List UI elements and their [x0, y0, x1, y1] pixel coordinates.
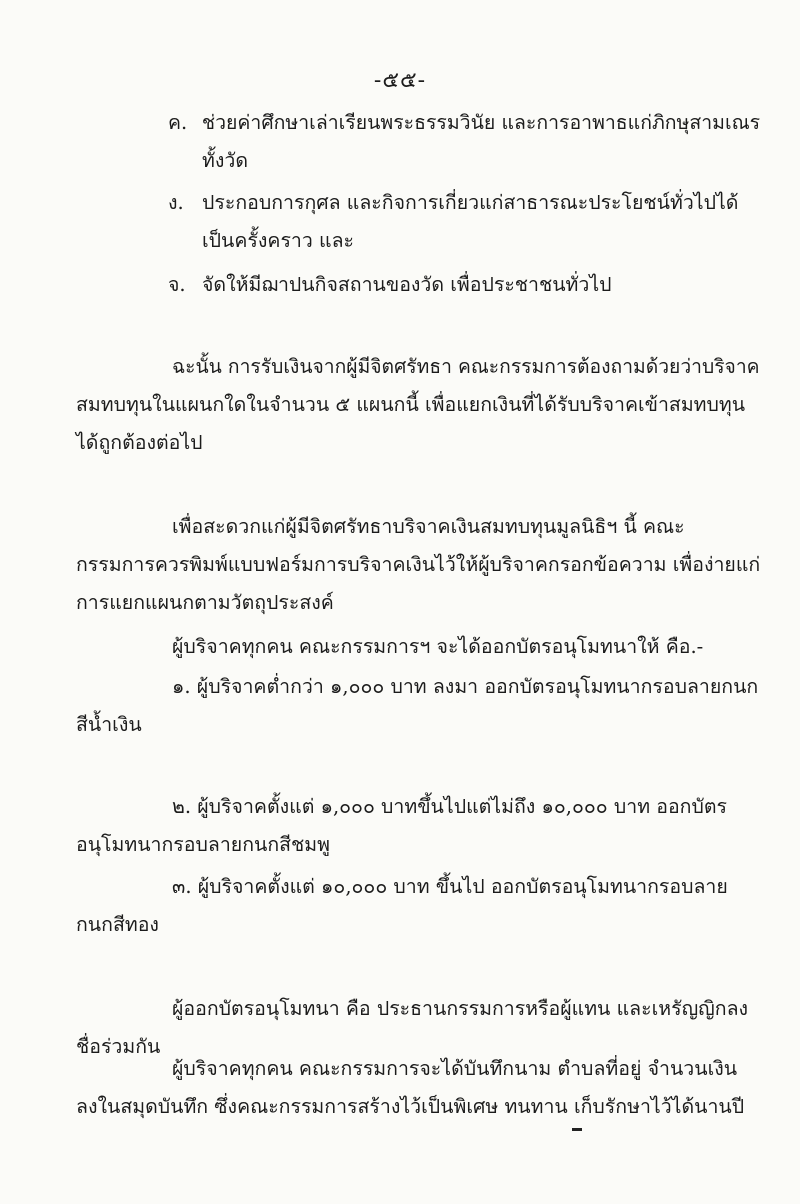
paragraph-1-line-1: ฉะนั้น การรับเงินจากผู้มีจิตศรัทธา คณะกรรมการต้องถามด้วยว่าบริจาค — [172, 355, 760, 378]
item-text: จัดให้มีฌาปนกิจสถานของวัด เพื่อประชาชนทั่วไป — [202, 273, 612, 296]
list-item-ngo-cont: เป็นครั้งคราว และ — [202, 229, 355, 252]
paragraph-5-line-2: ลงในสมุดบันทึก ซึ่งคณะกรรมการสร้างไว้เป็นพิเศษ ทนทาน เก็บรักษาไว้ได้นานปี — [76, 1095, 745, 1118]
rule-1-line-1: ๑. ผู้บริจาคต่ำกว่า ๑,๐๐๐ บาท ลงมา ออกบัตรอนุโมทนากรอบลายกนก — [172, 675, 759, 698]
item-text: ประกอบการกุศล และกิจการเกี่ยวแก่สาธารณะประโยชน์ทั่วไปได้ — [202, 191, 739, 214]
paragraph-1-line-2: สมทบทุนในแผนกใดในจำนวน ๕ แผนกนี้ เพื่อแยกเงินที่ได้รับบริจาคเข้าสมทบทุน — [76, 393, 746, 416]
rule-1-line-2: สีน้ำเงิน — [76, 713, 142, 736]
rule-3-line-2: กนกสีทอง — [76, 913, 159, 936]
paragraph-2-line-1: เพื่อสะดวกแก่ผู้มีจิตศรัทธาบริจาคเงินสมทบทุนมูลนิธิฯ นี้ คณะ — [172, 515, 685, 538]
paragraph-1-line-3: ได้ถูกต้องต่อไป — [76, 431, 203, 454]
paragraph-3-line-1: ผู้บริจาคทุกคน คณะกรรมการฯ จะได้ออกบัตรอนุโมทนาให้ คือ.- — [172, 635, 704, 658]
paragraph-5-line-1: ผู้บริจาคทุกคน คณะกรรมการจะได้บันทึกนาม ตำบลที่อยู่ จำนวนเงิน — [172, 1057, 738, 1080]
rule-2-line-2: อนุโมทนากรอบลายกนกสีชมพู — [76, 833, 330, 856]
paragraph-2-line-2: กรรมการควรพิมพ์แบบฟอร์มการบริจาคเงินไว้ให้ผู้บริจาคกรอกข้อความ เพื่อง่ายแก่ — [76, 553, 761, 576]
list-item-ngo — [168, 188, 738, 218]
pen-mark — [572, 1128, 582, 1131]
item-marker: จ. — [168, 273, 186, 296]
paragraph-2-line-3: การแยกแผนกตามวัตถุประสงค์ — [76, 591, 334, 614]
item-marker: ค. — [168, 111, 188, 134]
paragraph-4-line-2: ชื่อร่วมกัน — [76, 1035, 161, 1058]
list-item-cho — [168, 270, 612, 300]
rule-3-line-1: ๓. ผู้บริจาคตั้งแต่ ๑๐,๐๐๐ บาท ขึ้นไป ออกบัตรอนุโมทนากรอบลาย — [172, 875, 728, 898]
list-item-kho-cont: ทั้งวัด — [202, 149, 248, 172]
rule-2-line-1: ๒. ผู้บริจาคตั้งแต่ ๑,๐๐๐ บาทขึ้นไปแต่ไม่ถึง ๑๐,๐๐๐ บาท ออกบัตร — [172, 795, 727, 818]
list-item-kho — [168, 108, 760, 138]
paragraph-4-line-1: ผู้ออกบัตรอนุโมทนา คือ ประธานกรรมการหรือผู้แทน และเหรัญญิกลง — [172, 997, 749, 1020]
page-number: -๕๕- — [373, 68, 427, 93]
item-text: ช่วยค่าศึกษาเล่าเรียนพระธรรมวินัย และการอาพาธแก่ภิกษุสามเณร — [201, 111, 761, 134]
item-marker: ง. — [168, 191, 184, 214]
